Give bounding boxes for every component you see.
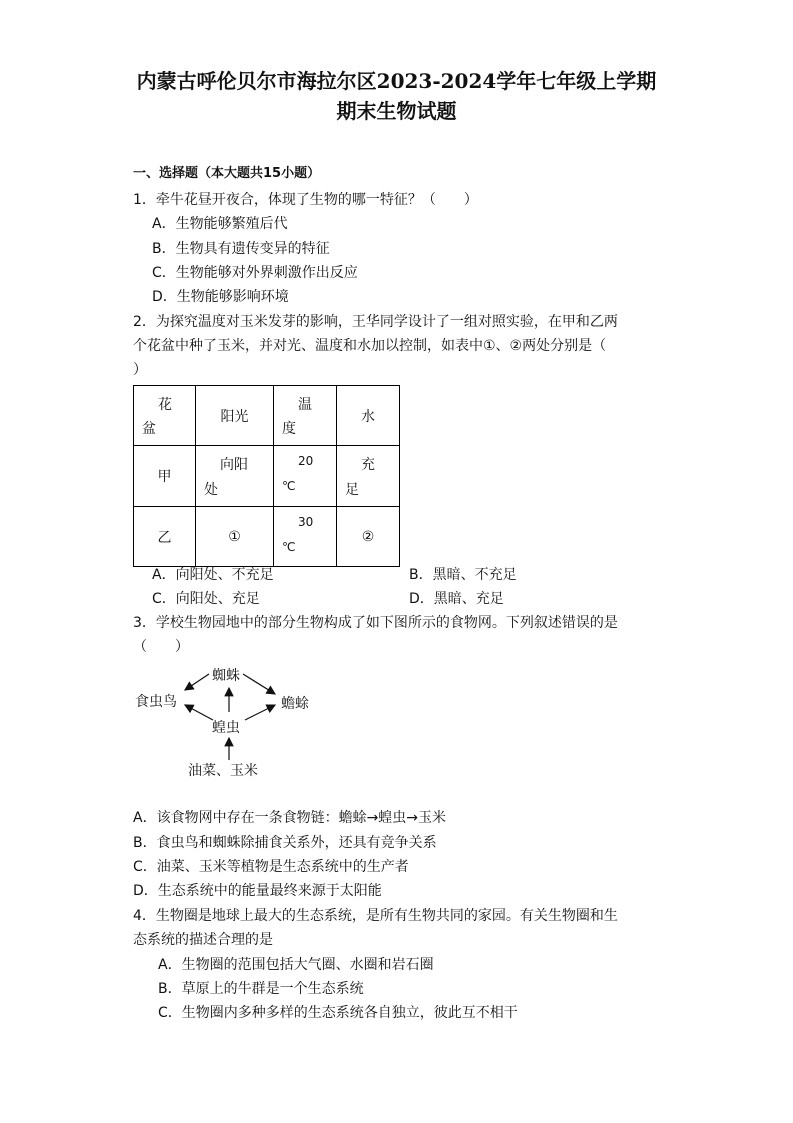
title-line-2: 期末生物试题	[336, 99, 457, 123]
cell-text: 30	[298, 515, 314, 529]
q2-option-b: B．黑暗、不充足	[409, 567, 517, 583]
table-cell	[337, 507, 400, 567]
q2-option-c: C．向阳处、充足	[152, 591, 260, 607]
cell-text: 充	[361, 457, 375, 473]
q1-option-c: C．生物能够对外界刺激作出反应	[152, 265, 358, 281]
cell-text: 盆	[142, 421, 156, 437]
table-cell	[134, 386, 196, 446]
cell-text: 花	[158, 397, 172, 413]
q4-option-b: B．草原上的牛群是一个生态系统	[158, 981, 364, 997]
table-row	[134, 386, 400, 446]
arrow-spider-to-bird	[185, 674, 209, 690]
q2-option-a: A．向阳处、不充足	[152, 567, 274, 583]
table-cell	[134, 446, 196, 507]
table-cell	[196, 386, 274, 446]
q2-option-d: D．黑暗、充足	[409, 591, 504, 607]
table-cell	[274, 507, 337, 567]
q4-option-c: C．生物圈内多种多样的生态系统各自独立，彼此互不相干	[158, 1005, 518, 1021]
q4-option-a: A．生物圈的范围包括大气圈、水圈和岩石圈	[158, 957, 434, 973]
cell-text: ①	[228, 528, 241, 545]
q3-option-d: D．生态系统中的能量最终来源于太阳能	[133, 883, 382, 899]
q2-table	[133, 385, 400, 567]
table-cell	[337, 386, 400, 446]
cell-text: ℃	[282, 479, 296, 493]
q3-stem-line-2: （ ）	[133, 639, 189, 655]
q3-stem-line-1: 3．学校生物园地中的部分生物构成了如下图所示的食物网。下列叙述错误的是	[133, 615, 618, 631]
q4-stem-line-1: 4．生物圈是地球上最大的生态系统，是所有生物共同的家园。有关生物圈和生	[133, 908, 618, 924]
table-cell	[196, 507, 274, 567]
arrow-locust-to-bird	[185, 705, 213, 720]
q1-option-b: B．生物具有遗传变异的特征	[152, 241, 330, 257]
table-row	[134, 446, 400, 507]
table-cell	[196, 446, 274, 507]
node-locust: 蝗虫	[212, 720, 240, 736]
table-cell	[337, 446, 400, 507]
title-line-1: 内蒙古呼伦贝尔市海拉尔区2023-2024学年七年级上学期	[136, 69, 657, 93]
table-cell	[134, 507, 196, 567]
arrow-locust-to-toad	[245, 705, 275, 720]
cell-text: 温	[298, 397, 312, 413]
arrow-spider-to-toad	[243, 674, 275, 694]
q1-option-d: D．生物能够影响环境	[152, 289, 289, 305]
cell-text: 甲	[157, 469, 172, 485]
q4-stem-line-2: 态系统的描述合理的是	[133, 932, 273, 948]
q1-stem: 1．牵牛花昼开夜合，体现了生物的哪一特征？（ ）	[133, 192, 478, 208]
node-toad: 蟾蜍	[281, 696, 309, 712]
table-row	[134, 507, 400, 567]
q3-option-c: C．油菜、玉米等植物是生态系统中的生产者	[133, 859, 409, 875]
cell-text: 足	[345, 482, 359, 498]
table-cell	[274, 386, 337, 446]
cell-text: 乙	[157, 529, 172, 546]
cell-text: 度	[282, 421, 296, 437]
cell-text: ℃	[282, 540, 296, 554]
q2-stem-line-2: 个花盆中种了玉米，并对光、温度和水加以控制，如表中①、②两处分别是（	[133, 338, 607, 354]
q2-stem-line-1: 2．为探究温度对玉米发芽的影响，王华同学设计了一组对照实验，在甲和乙两	[133, 314, 618, 330]
q2-stem-line-3: ）	[133, 362, 147, 378]
cell-text: ②	[361, 528, 375, 545]
cell-text: 20	[298, 454, 314, 468]
cell-text: 处	[204, 482, 218, 498]
node-insectivorous-bird: 食虫鸟	[135, 694, 177, 710]
section-heading: 一、选择题（本大题共15小题）	[133, 166, 321, 181]
cell-text: 向阳	[220, 457, 248, 473]
q1-option-a: A．生物能够繁殖后代	[152, 216, 288, 232]
food-web-diagram	[125, 660, 345, 785]
cell-text: 阳光	[220, 408, 249, 425]
q3-option-a: A．该食物网中存在一条食物链：蟾蜍→蝗虫→玉米	[133, 810, 447, 826]
table-cell	[274, 446, 337, 507]
q3-option-b: B．食虫鸟和蜘蛛除捕食关系外，还具有竞争关系	[133, 835, 437, 851]
node-spider: 蜘蛛	[212, 668, 240, 684]
node-plants: 油菜、玉米	[188, 763, 258, 779]
cell-text: 水	[361, 408, 375, 425]
